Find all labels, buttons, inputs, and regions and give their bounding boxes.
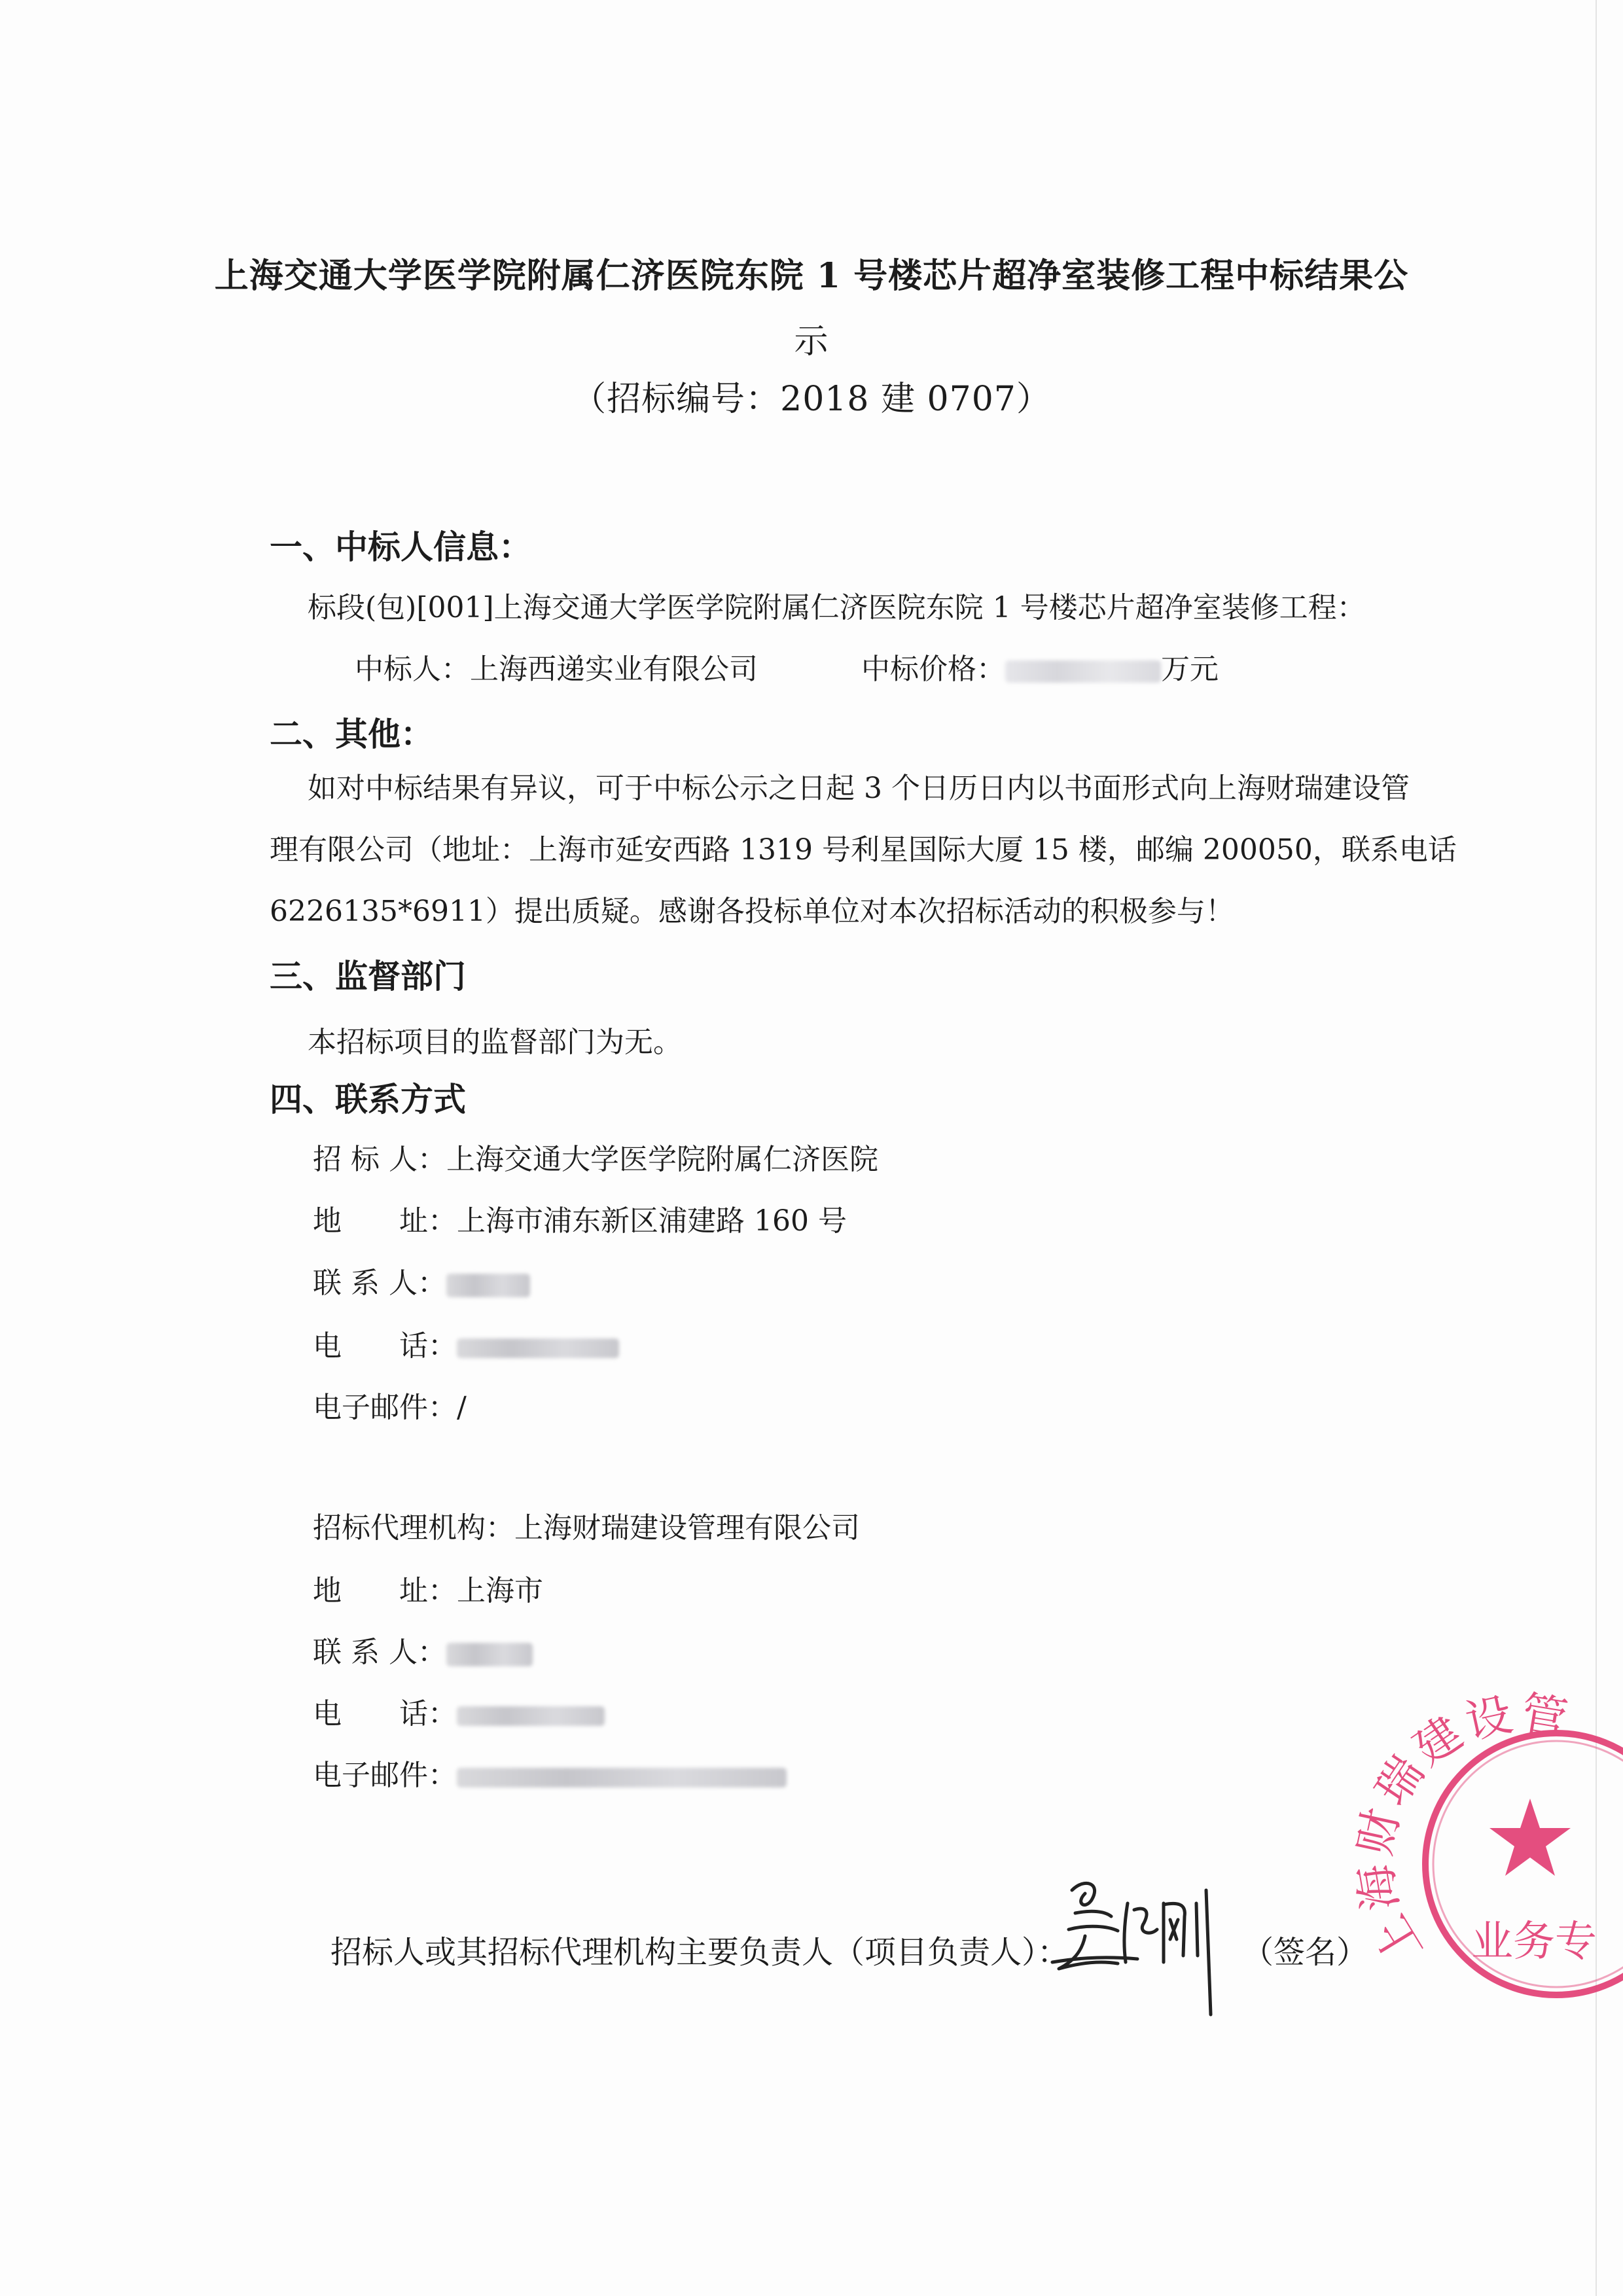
agency-phone-label: 电 话： <box>313 1697 457 1731</box>
section2-heading: 二、其他： <box>270 715 433 753</box>
company-seal <box>1347 1685 1623 2015</box>
section4-heading: 四、联系方式 <box>270 1080 466 1119</box>
tenderer-contact-row <box>313 1266 530 1301</box>
objection-line2: 理有限公司（地址：上海市延安西路 1319 号利星国际大厦 15 楼，邮编 200050，联系电话 <box>270 833 1457 867</box>
objection-line1: 如对中标结果有异议，可于中标公示之日起 3 个日历日内以书面形式向上海财瑞建设管 <box>308 772 1410 805</box>
agency-email-label: 电子邮件： <box>313 1759 457 1792</box>
agency-address-row <box>313 1573 543 1609</box>
winner-line <box>355 652 1219 687</box>
seal-star-icon <box>1489 1799 1571 1876</box>
document-title-line1: 上海交通大学医学院附属仁济医院东院 1 号楼芯片超净室装修工程中标结果公 <box>214 256 1409 296</box>
tenderer-email-label: 电子邮件： <box>313 1391 457 1424</box>
agency-contact-row <box>313 1635 533 1670</box>
bid-number: （招标编号：2018 建 0707） <box>572 380 1051 419</box>
tenderer-name-label: 招 标 人： <box>313 1143 446 1176</box>
supervision-text: 本招标项目的监督部门为无。 <box>308 1026 682 1059</box>
agency-phone-row <box>313 1696 605 1732</box>
tenderer-address-row <box>313 1204 847 1239</box>
seal-arc-text: 上海财瑞建设管 <box>1347 1685 1575 1973</box>
tenderer-email: / <box>457 1391 467 1424</box>
objection-line3: 6226135*6911）提出质疑。感谢各投标单位对本次招标活动的积极参与！ <box>270 895 1234 928</box>
tenderer-contact-redacted <box>446 1274 530 1297</box>
price-redacted <box>1005 660 1161 683</box>
winner-label: 中标人：上海西递实业有限公司 <box>355 653 758 686</box>
agency-email-redacted <box>457 1768 787 1787</box>
section3-heading: 三、监督部门 <box>270 957 466 996</box>
agency-email-row <box>313 1758 787 1793</box>
document-title-line2: 示 <box>794 322 829 361</box>
agency-contact-redacted <box>446 1643 533 1666</box>
handwritten-signature <box>1046 1864 1242 2021</box>
tenderer-email-row <box>313 1390 467 1426</box>
tenderer-name-row <box>313 1142 878 1177</box>
agency-address: 上海市 <box>457 1574 543 1607</box>
signature-line-text: 招标人或其招标代理机构主要负责人（项目负责人）： <box>330 1934 1069 1971</box>
agency-contact-label: 联 系 人： <box>313 1636 446 1669</box>
tenderer-phone-redacted <box>457 1338 619 1358</box>
agency-name-label: 招标代理机构： <box>313 1511 514 1545</box>
seal-bottom-text: 业务专 <box>1471 1918 1597 1966</box>
signature-line-suffix: （签名） <box>1242 1934 1368 1971</box>
section1-heading: 一、中标人信息： <box>270 528 531 566</box>
agency-phone-redacted <box>457 1706 605 1726</box>
agency-name-row <box>313 1511 860 1546</box>
tenderer-address: 上海市浦东新区浦建路 160 号 <box>457 1204 847 1238</box>
agency-name: 上海财瑞建设管理有限公司 <box>514 1511 860 1545</box>
price-unit: 万元 <box>1161 653 1219 686</box>
lot-description: 标段(包)[001]上海交通大学医学院附属仁济医院东院 1 号楼芯片超净室装修工程： <box>308 591 1366 624</box>
tenderer-address-label: 地 址： <box>313 1204 457 1238</box>
tenderer-contact-label: 联 系 人： <box>313 1266 446 1300</box>
tenderer-name: 上海交通大学医学院附属仁济医院 <box>446 1143 878 1176</box>
agency-address-label: 地 址： <box>313 1574 457 1607</box>
tenderer-phone-row <box>313 1329 619 1364</box>
tenderer-phone-label: 电 话： <box>313 1329 457 1363</box>
price-label: 中标价格： <box>861 653 1005 686</box>
